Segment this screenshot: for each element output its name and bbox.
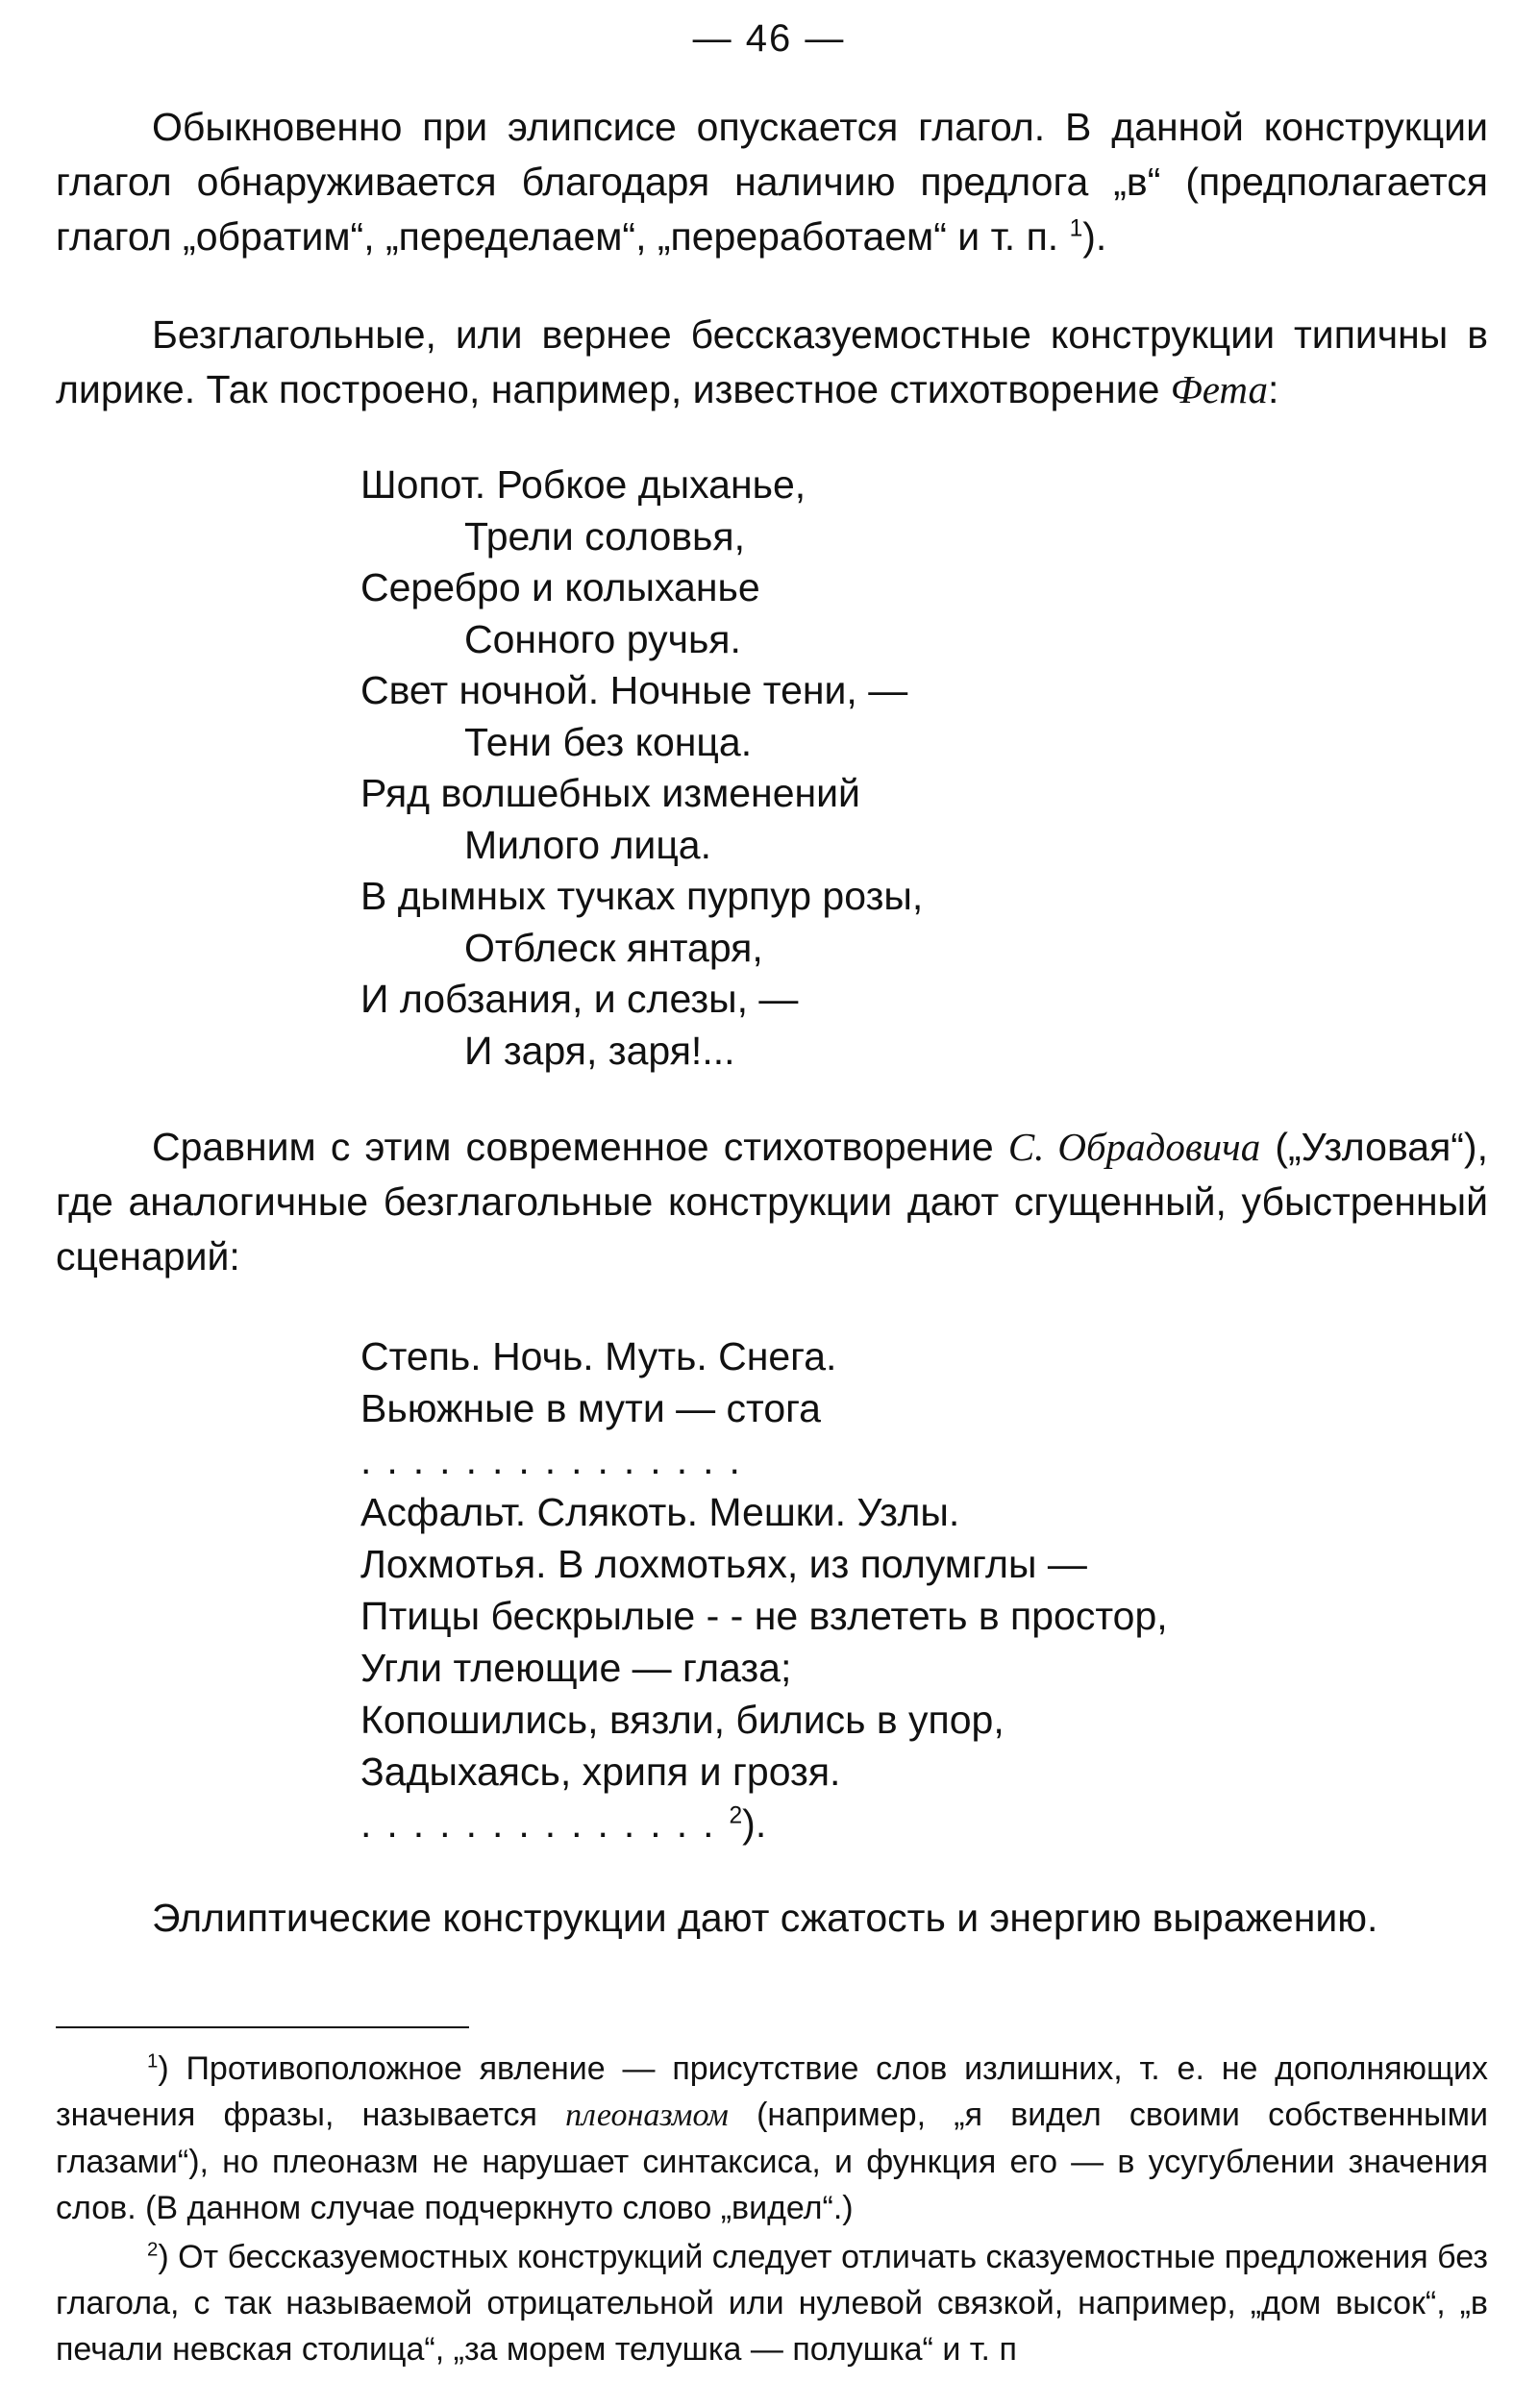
paragraph-3-text: Сравним с этим современное стихотворение [152,1125,1008,1169]
paragraph-3-tail: („Узловая“), где аналогичные безглагольные конструкции дают сгущенный, убыстренный сценарий: [56,1125,1488,1278]
poem-end-tail: ). [742,1801,767,1846]
poem-line: Серебро и колыханье [360,565,760,609]
footnote-text: (например, „я видел своими собственными глазами“), но плеоназм не нарушает синтаксиса, и функция его — в усугублении значения слов. (В данном случае подчеркнуто слово „видел“.) [56,2097,1488,2226]
paragraph-4-text: Эллиптические конструкции дают сжатость и энергию выражению. [152,1896,1378,1940]
poem-line: В дымных тучках пурпур розы, [360,874,924,918]
ellipsis-dots: .............. [360,1801,730,1846]
poem-line: Тени без конца. [464,719,753,764]
footnote-2 [56,2234,1488,2372]
footnote-text: ) Противоположное явление — присутствие слов излишних, т. е. не дополняющих значения фразы, называется [56,2050,1488,2133]
poem-line: Степь. Ночь. Муть. Снега. [360,1334,837,1378]
footnote-text: ) От бессказуемостных конструкций следует отличать сказуемостные предложения без глагола, с так называемой отрицательной или нулевой связкой, например, „дом высок“, „в печали невская столица“, „за морем телушка — полушка“ и т. п [56,2239,1488,2368]
poem-line: Сонного ручья. [464,616,741,661]
footnote-1 [56,2046,1488,2231]
poem-line: Вьюжные в мути — стога [360,1386,821,1430]
paragraph-1 [56,100,1488,264]
footnote-mark: 1 [147,2050,159,2073]
paragraph-4 [56,1891,1488,1946]
footnote-term: плеоназмом [565,2098,729,2133]
footnote-ref-2: 2 [729,1802,743,1829]
poem-fet [360,459,923,1077]
paragraph-3 [56,1120,1488,1284]
page-number: — 46 — [692,17,846,60]
poem-line: Птицы бескрылые - - не взлететь в простор, [360,1594,1168,1638]
poem-line: Угли тлеющие — глаза; [360,1646,792,1690]
paragraph-1-tail: ). [1082,214,1107,259]
poem-line: Задыхаясь, хрипя и грозя. [360,1750,841,1794]
ellipsis-dots-end [360,1798,1168,1849]
author-fet: Фета [1170,367,1269,411]
footnote-divider [56,2026,469,2028]
footnote-mark: 2 [147,2239,159,2261]
paragraph-2-text: Безглагольные, или вернее бессказуемостные конструкции типичны в лирике. Так построено, например, известное стихотворение [56,312,1488,411]
poem-line: Копошились, вязли, бились в упор, [360,1698,1005,1742]
poem-line: Асфальт. Слякоть. Мешки. Узлы. [360,1490,960,1534]
author-obradovich: С. Обрадовича [1007,1125,1261,1169]
poem-line: Трели соловья, [464,513,745,559]
poem-line: Ряд волшебных изменений [360,771,860,815]
poem-line: Отблеск янтаря, [464,925,763,970]
paragraph-1-text: Обыкновенно при элипсисе опускается глагол. В данной конструкции глагол обнаруживается благодаря наличию предлога „в“ (предполагается глагол „обратим“, „переделаем“, „переработаем“ и т. п. [56,105,1488,259]
poem-line: Свет ночной. Ночные тени, — [360,668,908,712]
poem-line: Милого лица. [464,822,711,867]
poem-line: Шопот. Робкое дыханье, [360,462,806,507]
poem-line: Лохмотья. В лохмотьях, из полумглы — [360,1542,1087,1586]
paragraph-2-tail: : [1268,367,1279,411]
footnote-ref-1: 1 [1069,215,1083,242]
poem-line: И лобзания, и слезы, — [360,977,799,1021]
poem-line: И заря, заря!... [464,1028,735,1073]
paragraph-2 [56,308,1488,417]
poem-obradovich [360,1330,1168,1849]
ellipsis-dots: ............... [360,1438,756,1482]
